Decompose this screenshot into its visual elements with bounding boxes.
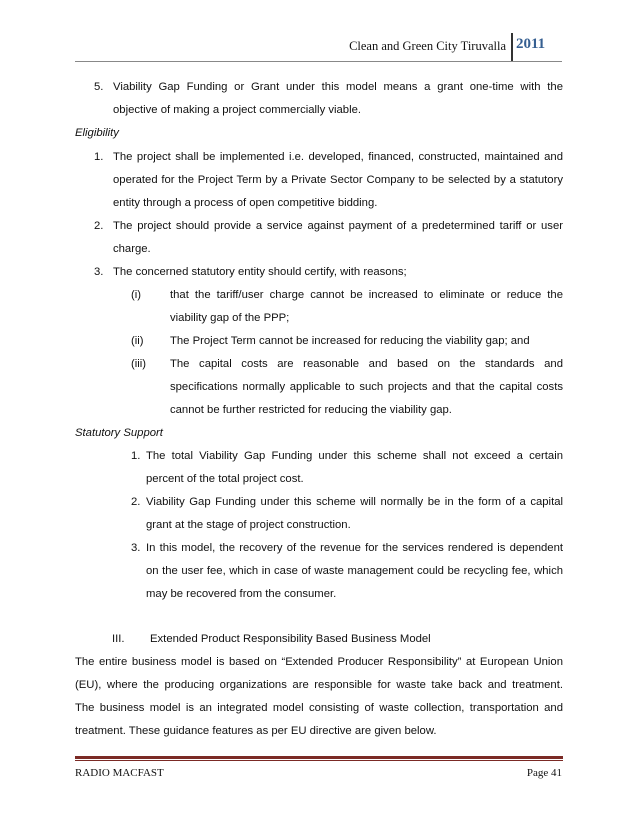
list-item-line: grant at the stage of project construction. bbox=[146, 519, 351, 531]
list-item-line: on the user fee, which in case of waste management could be recycling fee, which bbox=[146, 565, 563, 577]
footer-page-number: Page 41 bbox=[526, 767, 562, 779]
paragraph-line: (EU), where the producing organizations are responsible for waste take back and treatment. bbox=[75, 679, 563, 691]
sublist-item-line: The Project Term cannot be increased for reducing the viability gap; and bbox=[170, 335, 530, 347]
paragraph-line: The entire business model is based on “Extended Producer Responsibility” at European Union bbox=[75, 656, 563, 668]
list-item-line: The total Viability Gap Funding under this scheme shall not exceed a certain bbox=[146, 450, 563, 462]
footer-rule-thin bbox=[75, 760, 563, 761]
list-item-line: objective of making a project commercially viable. bbox=[113, 104, 362, 116]
list-number: 5. bbox=[94, 81, 104, 93]
list-item-line: Viability Gap Funding under this scheme will normally be in the form of a capital bbox=[146, 496, 563, 508]
sublist-number: (ii) bbox=[131, 335, 144, 347]
sublist-item-line: viability gap of the PPP; bbox=[170, 312, 290, 324]
list-number: 1. bbox=[131, 450, 141, 462]
list-item-line: The project shall be implemented i.e. developed, financed, constructed, maintained and bbox=[113, 151, 563, 163]
list-item-line: may be recovered from the consumer. bbox=[146, 588, 337, 600]
list-item-line: percent of the total project cost. bbox=[146, 473, 304, 485]
paragraph-line: The business model is an integrated model consisting of waste collection, transportation and bbox=[75, 702, 563, 714]
footer-organization: RADIO MACFAST bbox=[75, 767, 164, 779]
list-item-line: operated for the Project Term by a Private Sector Company to be selected by a statutory bbox=[113, 174, 563, 186]
list-number: 3. bbox=[94, 266, 104, 278]
list-item-line: charge. bbox=[113, 243, 151, 255]
paragraph-line: treatment. These guidance features as per EU directive are given below. bbox=[75, 725, 437, 737]
list-number: 2. bbox=[94, 220, 104, 232]
list-item-line: The concerned statutory entity should certify, with reasons; bbox=[113, 266, 407, 278]
header-year: 2011 bbox=[516, 36, 546, 52]
sublist-number: (iii) bbox=[131, 358, 147, 370]
section-heading-eligibility: Eligibility bbox=[75, 127, 119, 139]
sublist-item-line: that the tariff/user charge cannot be increased to eliminate or reduce the bbox=[170, 289, 563, 301]
list-number: 2. bbox=[131, 496, 141, 508]
header-title: Clean and Green City Tiruvalla bbox=[349, 39, 506, 53]
section-title: Extended Product Responsibility Based Business Model bbox=[150, 633, 431, 645]
list-item-line: entity through a process of open competitive bidding. bbox=[113, 197, 378, 209]
footer-rule-thick bbox=[75, 756, 563, 759]
section-heading-statutory: Statutory Support bbox=[75, 427, 163, 439]
list-number: 3. bbox=[131, 542, 141, 554]
list-item-line: Viability Gap Funding or Grant under this model means a grant one-time with the bbox=[113, 81, 563, 93]
sublist-item-line: The capital costs are reasonable and based on the standards and bbox=[170, 358, 563, 370]
section-number: III. bbox=[112, 633, 125, 645]
sublist-item-line: cannot be further restricted for reducing the viability gap. bbox=[170, 404, 452, 416]
list-item-line: In this model, the recovery of the revenue for the services rendered is dependent bbox=[146, 542, 563, 554]
header-divider bbox=[511, 33, 513, 62]
sublist-item-line: specifications normally applicable to such projects and that the capital costs bbox=[170, 381, 563, 393]
list-number: 1. bbox=[94, 151, 104, 163]
header-rule bbox=[75, 61, 562, 62]
list-item-line: The project should provide a service against payment of a predetermined tariff or user bbox=[113, 220, 563, 232]
sublist-number: (i) bbox=[131, 289, 142, 301]
